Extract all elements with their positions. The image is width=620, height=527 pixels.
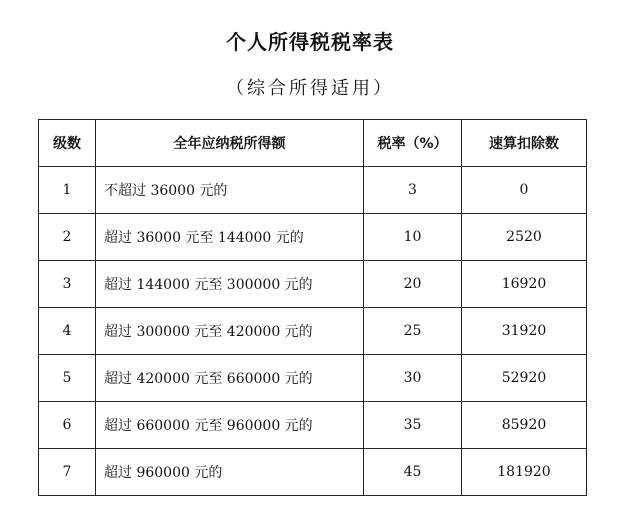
cell-quick-deduction: 181920 xyxy=(462,449,587,496)
header-level: 级数 xyxy=(39,120,96,167)
cell-income-range: 超过 300000 元至 420000 元的 xyxy=(96,308,364,355)
header-tax-rate: 税率（%） xyxy=(364,120,462,167)
table-row xyxy=(39,261,587,308)
cell-quick-deduction: 2520 xyxy=(462,214,587,261)
table-header-row xyxy=(39,120,587,167)
cell-quick-deduction: 85920 xyxy=(462,402,587,449)
cell-quick-deduction: 0 xyxy=(462,167,587,214)
cell-tax-rate: 25 xyxy=(364,308,462,355)
header-taxable-income: 全年应纳税所得额 xyxy=(96,120,364,167)
cell-level: 2 xyxy=(39,214,96,261)
tax-rate-table xyxy=(38,119,587,496)
document-subtitle: （综合所得适用） xyxy=(226,78,394,99)
document-title: 个人所得税税率表 xyxy=(226,30,394,54)
table-row xyxy=(39,449,587,496)
cell-income-range: 超过 420000 元至 660000 元的 xyxy=(96,355,364,402)
cell-income-range: 超过 36000 元至 144000 元的 xyxy=(96,214,364,261)
cell-quick-deduction: 16920 xyxy=(462,261,587,308)
cell-level: 1 xyxy=(39,167,96,214)
cell-level: 6 xyxy=(39,402,96,449)
cell-level: 4 xyxy=(39,308,96,355)
cell-income-range: 不超过 36000 元的 xyxy=(96,167,364,214)
cell-tax-rate: 45 xyxy=(364,449,462,496)
cell-tax-rate: 35 xyxy=(364,402,462,449)
cell-income-range: 超过 660000 元至 960000 元的 xyxy=(96,402,364,449)
header-quick-deduction: 速算扣除数 xyxy=(462,120,587,167)
table-row xyxy=(39,355,587,402)
cell-level: 3 xyxy=(39,261,96,308)
cell-quick-deduction: 52920 xyxy=(462,355,587,402)
cell-tax-rate: 20 xyxy=(364,261,462,308)
table-row xyxy=(39,167,587,214)
cell-tax-rate: 3 xyxy=(364,167,462,214)
cell-level: 5 xyxy=(39,355,96,402)
cell-income-range: 超过 960000 元的 xyxy=(96,449,364,496)
table-row xyxy=(39,402,587,449)
cell-level: 7 xyxy=(39,449,96,496)
table-row xyxy=(39,214,587,261)
cell-tax-rate: 30 xyxy=(364,355,462,402)
cell-quick-deduction: 31920 xyxy=(462,308,587,355)
cell-income-range: 超过 144000 元至 300000 元的 xyxy=(96,261,364,308)
cell-tax-rate: 10 xyxy=(364,214,462,261)
table-row xyxy=(39,308,587,355)
